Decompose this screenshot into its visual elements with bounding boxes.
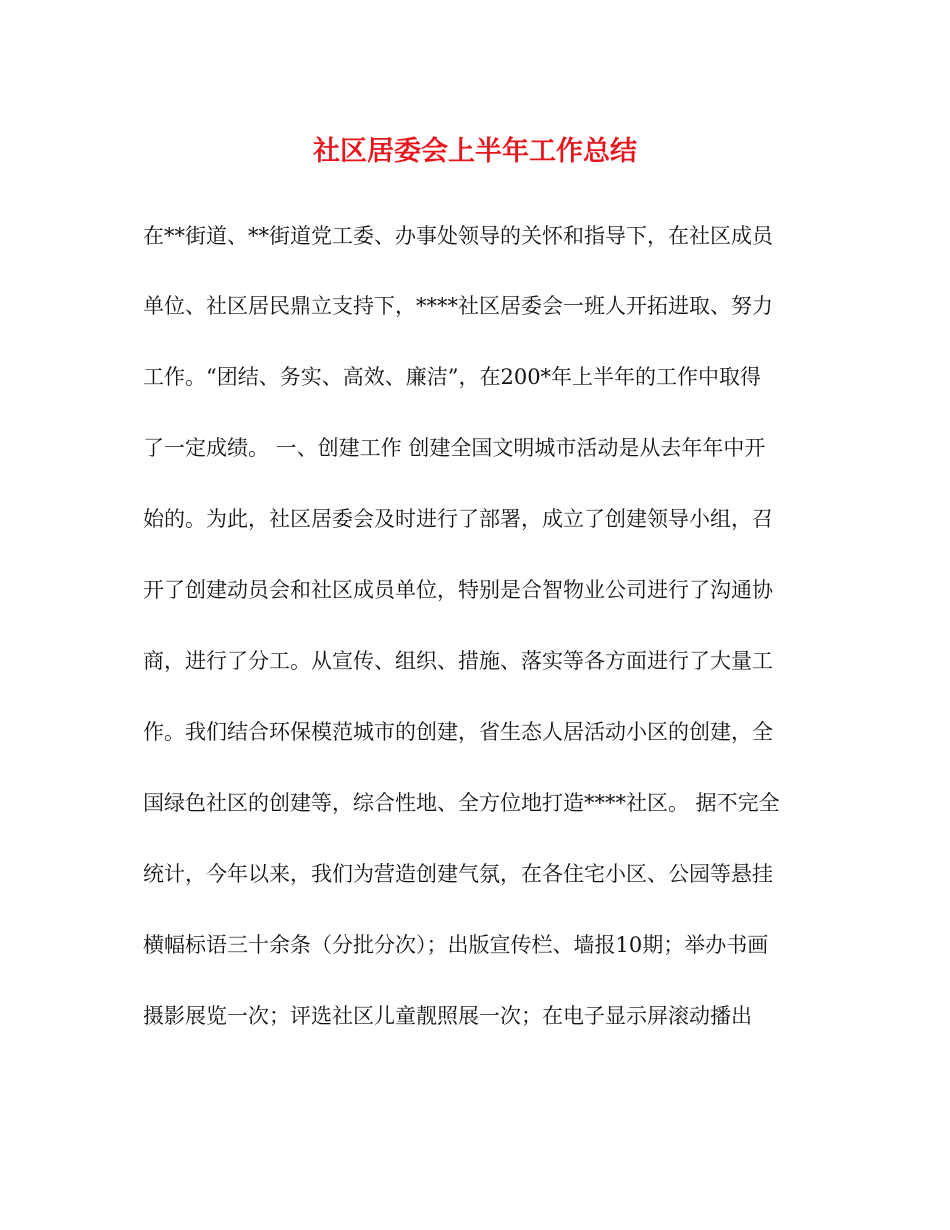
body-line: 国绿色社区的创建等，综合性地、全方位地打造****社区。 据不完全 [143,791,780,815]
body-line: 横幅标语三十余条（分批分次）；出版宣传栏、墙报10期；举办书画 [143,933,769,957]
body-line: 了一定成绩。 一、创建工作 创建全国文明城市活动是从去年年中开 [143,436,766,460]
body-line: 工作。“团结、务实、高效、廉洁”，在200*年上半年的工作中取得 [143,365,762,389]
body-line: 摄影展览一次；评选社区儿童靓照展一次；在电子显示屏滚动播出 [143,1004,752,1028]
body-line: 统计，今年以来，我们为营造创建气氛，在各住宅小区、公园等悬挂 [143,862,773,886]
body-line: 商，进行了分工。从宣传、组织、措施、落实等各方面进行了大量工 [143,649,773,673]
body-line: 作。我们结合环保模范城市的创建，省生态人居活动小区的创建，全 [143,720,773,744]
body-line: 单位、社区居民鼎立支持下，****社区居委会一班人开拓进取、努力 [143,294,773,318]
body-line: 在**街道、**街道党工委、办事处领导的关怀和指导下，在社区成员 [143,224,773,248]
document-title: 社区居委会上半年工作总结 [313,136,637,167]
body-line: 开了创建动员会和社区成员单位，特别是合智物业公司进行了沟通协 [143,578,773,602]
body-line: 始的。为此，社区居委会及时进行了部署，成立了创建领导小组，召 [143,507,773,531]
